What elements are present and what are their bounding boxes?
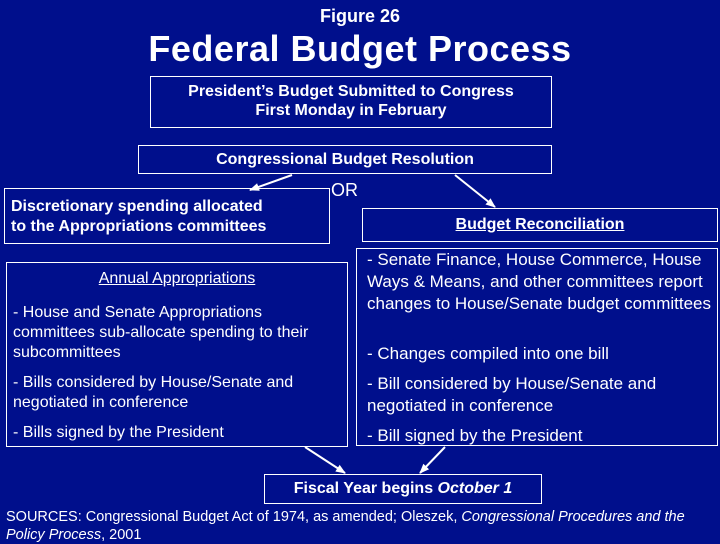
annual-appropriations-heading: Annual Appropriations	[98, 270, 256, 287]
sources-italic-title: Congressional Procedures and the Policy Process	[6, 509, 685, 543]
arrow-to-discretionary	[250, 175, 292, 190]
appropriations-item: - Bills signed by the President	[13, 424, 224, 441]
appropriations-item: - Bills considered by House/Senate and negotiated in conference	[13, 374, 294, 411]
sources-suffix: , 2001	[101, 527, 142, 543]
arrow-appropriations-to-fiscal-year	[305, 447, 345, 473]
discretionary-line1: Discretionary spending allocated	[11, 198, 263, 215]
presidents-budget-line2: First Monday in February	[255, 102, 447, 119]
reconciliation-item: - Bill considered by House/Senate and negotiated in conference	[367, 374, 657, 415]
reconciliation-item: - Bill signed by the President	[367, 426, 583, 445]
fiscal-year-date: October 1	[437, 480, 513, 497]
presidents-budget-line1: President’s Budget Submitted to Congress	[188, 83, 514, 100]
arrow-reconciliation-to-fiscal-year	[420, 447, 445, 473]
budget-reconciliation-heading: Budget Reconciliation	[455, 216, 625, 233]
discretionary-line2: to the Appropriations committees	[11, 218, 267, 235]
sources-prefix: SOURCES: Congressional Budget Act of 1974, as amended; Oleszek,	[6, 509, 462, 525]
budget-resolution-label: Congressional Budget Resolution	[216, 151, 474, 168]
reconciliation-item: - Changes compiled into one bill	[367, 344, 609, 363]
page-title: Federal Budget Process	[148, 28, 572, 69]
or-label: OR	[331, 180, 358, 200]
arrow-to-reconciliation	[455, 175, 495, 207]
reconciliation-item: - Senate Finance, House Commerce, House Ways & Means, and other committees report changes to House/Senate budget committees	[367, 250, 711, 313]
figure-label: Figure 26	[319, 6, 401, 26]
appropriations-item: - House and Senate Appropriations committees sub-allocate spending to their subcommittees	[13, 304, 309, 361]
fiscal-year-prefix: Fiscal Year begins	[293, 480, 438, 497]
